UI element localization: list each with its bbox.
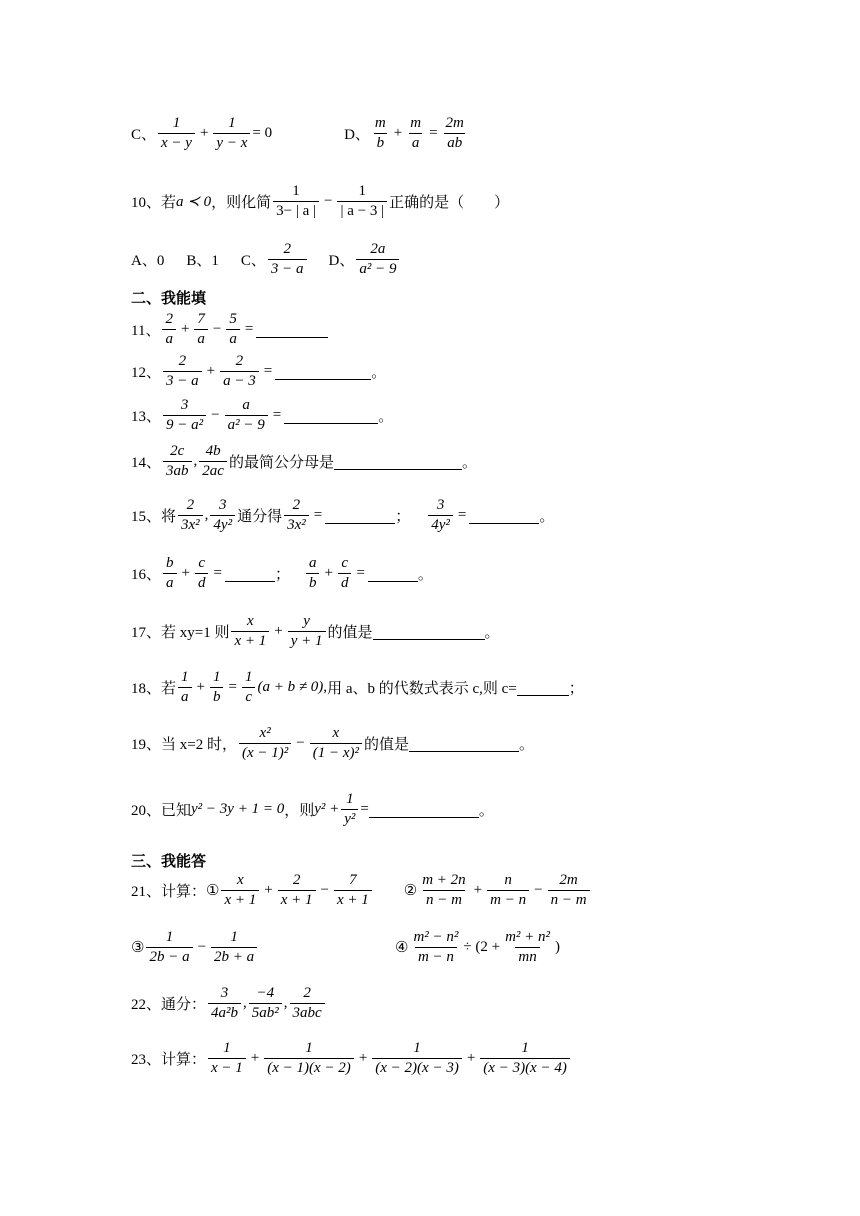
fraction: $\frac{3}{\text{4y²}}$ (210, 498, 235, 533)
section-2-title: 二、我能填 (131, 289, 207, 307)
fraction: $\frac{2m}{n - m}$ (548, 873, 590, 908)
q14-question: 14、 $\frac{2c}{3ab}$ , $\frac{4b}{2ac}$ 的最简公分母是 。 (131, 443, 477, 479)
q9-option-d-label: D、 (344, 127, 370, 143)
fraction: $\frac{m + 2n}{n - m}$ (422, 872, 466, 908)
period: 。 (519, 737, 535, 753)
q21-4-end: ) (555, 939, 561, 955)
fraction: $\frac{a}{b}$ (306, 556, 320, 591)
q21-row1: 21、计算： ① $\frac{x}{x + 1}$ + $\frac{2}{x + 1}$ − $\frac{7}{x + 1}$ ② $\frac{m + 2n}{n - m}$ + $\frac{n}{m - n}$ − $\frac{2m}{n - m}$ (131, 873, 592, 908)
period: 。 (378, 409, 394, 425)
q13-question: 13、 $\frac{3}{\text{9 − a²}}$ − $\frac{a}{\text{a² − 9}}$ = 。 (131, 397, 394, 433)
period: 。 (478, 803, 494, 819)
q21-row2a: ③ $\frac{1}{2b - a}$ − $\frac{1}{2b + a}$ (131, 930, 259, 965)
q20-mid: ，则 (284, 803, 315, 819)
q21-row2b (395, 930, 560, 965)
fraction: $\frac{2}{\text{3abc}}$ (290, 986, 325, 1021)
fraction: $\frac{1}{(x - 3)(x - 4)}$ (480, 1041, 570, 1076)
period: 。 (461, 455, 477, 471)
fraction: $\frac{1}{y - x}$ (213, 116, 250, 151)
fraction: $\frac{b}{a}$ (163, 556, 177, 591)
fraction: $\frac{7}{a}$ (194, 312, 208, 347)
separator: ； (568, 681, 584, 697)
q15-label: 15、将 (131, 509, 177, 525)
fraction: $\frac{c}{d}$ (338, 556, 352, 591)
q17-label: 17、若 xy=1 则 (131, 625, 230, 641)
fraction: $\frac{3}{\text{4y²}}$ (428, 498, 453, 533)
q20-question (131, 792, 494, 827)
q10-option-b: B、1 (186, 253, 219, 269)
q20-expression: y² + (314, 801, 340, 817)
fraction: $\frac{x}{x + 1}$ (221, 873, 259, 908)
q16-question: 16、 $\frac{b}{a}$ + $\frac{c}{d}$ = ； $\frac{a}{b}$ + $\frac{c}{d}$ = 。 (131, 555, 433, 591)
fraction: $\frac{2m}{ab}$ (445, 115, 464, 151)
answer-blank[interactable] (334, 453, 462, 470)
q10-mid: ，则化简 (211, 195, 272, 211)
q23-label: 23、计算： (131, 1052, 207, 1068)
circled-number: ④ (395, 940, 409, 956)
fraction: $\frac{c}{d}$ (195, 556, 209, 591)
fraction: $\frac{2}{a}$ (162, 312, 176, 347)
fraction: $\frac{2}{\text{3x²}}$ (284, 498, 309, 533)
q10-options-row (131, 242, 401, 277)
fraction: $\frac{7}{x + 1}$ (334, 873, 372, 908)
fraction: $\frac{1}{3- | a |}$ (273, 184, 319, 219)
fraction: $\frac{x}{\text{(1 − x)²}}$ (310, 726, 362, 761)
q9-option-c-label: C、 (131, 127, 157, 143)
q11-label: 11、 (131, 323, 161, 339)
separator: ； (395, 509, 411, 525)
answer-blank[interactable] (368, 565, 418, 582)
fraction: $\frac{2}{a - 3}$ (220, 354, 259, 389)
q22-label: 22、通分： (131, 997, 207, 1013)
q17-text: 的值是 (327, 625, 373, 641)
separator: ； (274, 567, 290, 583)
q10-label: 10、若 (131, 195, 177, 211)
period: 。 (371, 365, 387, 381)
q21-4-mid: ÷ (2 + (463, 939, 501, 955)
q19-text: 的值是 (364, 737, 410, 753)
equals-sign: = (360, 801, 369, 817)
fraction: $\frac{2c}{3ab}$ (163, 444, 192, 479)
answer-blank[interactable] (369, 801, 479, 818)
fraction: $\frac{m}{a}$ (410, 115, 422, 151)
answer-blank[interactable] (256, 321, 328, 338)
q10-question: 10、若 a ≺ 0 ，则化简 $\frac{1}{3- | a |}$ − $\frac{1}{| a - 3 |}$ 正确的是（ ） (131, 183, 510, 219)
q18-condition: (a + b ≠ 0), (257, 679, 328, 695)
fraction: $\frac{n}{m - n}$ (487, 873, 529, 908)
fraction: $\frac{1}{2b - a}$ (146, 930, 192, 965)
fraction: $\frac{1}{\text{y²}}$ (341, 792, 358, 827)
fraction: $\frac{1}{2b + a}$ (211, 930, 257, 965)
answer-blank[interactable] (409, 735, 519, 752)
q17-question: 17、若 xy=1 则 $\frac{x}{x + 1}$ + $\frac{y}{y + 1}$ 的值是 。 (131, 613, 500, 649)
fraction: $\frac{1}{| a - 3 |}$ (337, 184, 387, 219)
q20-equation: y² − 3y + 1 = 0 (191, 801, 285, 817)
q15-text: 通分得 (237, 509, 283, 525)
q14-label: 14、 (131, 455, 162, 471)
answer-blank[interactable] (275, 363, 371, 380)
circled-number: ③ (131, 940, 145, 956)
period: 。 (417, 567, 433, 583)
fraction: $\frac{3}{\text{4a²b}}$ (208, 986, 241, 1021)
fraction: $\frac{1}{c}$ (242, 670, 256, 705)
answer-blank[interactable] (373, 623, 485, 640)
q9-options-row: C、 $\frac{1}{x - y}$ + $\frac{1}{y - x}$ = 0 D、 $\frac{m}{b}$ + $\frac{m}{a}$ = $\frac{2m}{ab}$ (131, 116, 469, 151)
q20-label: 20、已知 (131, 803, 192, 819)
section-3-title: 三、我能答 (131, 852, 207, 870)
answer-blank[interactable] (325, 507, 395, 524)
fraction: $\frac{1}{(x - 2)(x - 3)}$ (372, 1041, 462, 1076)
q19-label: 19、当 x=2 时， (131, 737, 237, 753)
fraction: $\frac{1}{x - y}$ (158, 116, 195, 151)
answer-blank[interactable] (517, 679, 569, 696)
fraction: $\frac{2a}{\text{a² − 9}}$ (356, 242, 399, 277)
fraction: $\frac{\text{m² + n²}}{mn}$ (505, 929, 551, 965)
q23-question: 23、计算： $\frac{1}{x - 1}$ + $\frac{1}{(x - 1)(x - 2)}$ + $\frac{1}{(x - 2)(x - 3)}$ + $\frac{1}{(x - 3)(x - 4)}$ (131, 1041, 572, 1076)
circled-number: ① (206, 883, 220, 899)
fraction: $\frac{4b}{2ac}$ (199, 444, 227, 479)
q12-question: 12、 $\frac{2}{3 - a}$ + $\frac{2}{a - 3}$ = 。 (131, 353, 387, 389)
fraction: $\frac{2}{3 - a}$ (268, 242, 307, 277)
fraction: $\frac{\text{m² − n²}}{m - n}$ (413, 929, 459, 965)
q10-option-a: A、0 (131, 253, 165, 269)
answer-blank[interactable] (284, 407, 378, 424)
fraction: $\frac{x}{x + 1}$ (231, 614, 269, 649)
fraction: $\frac{m}{b}$ (374, 115, 386, 151)
q13-label: 13、 (131, 409, 162, 425)
q21-label: 21、计算： (131, 884, 207, 900)
fraction: $\frac{1}{b}$ (210, 670, 224, 705)
circled-number: ② (403, 883, 418, 899)
fraction: $\frac{\text{x²}}{\text{(x − 1)²}}$ (239, 726, 291, 761)
fraction: $\frac{a}{\text{a² − 9}}$ (225, 398, 268, 433)
period: 。 (539, 509, 555, 525)
q14-text: 的最简公分母是 (228, 455, 334, 471)
q10-option-d: D、 (328, 253, 355, 269)
fraction: $\frac{2}{x + 1}$ (278, 873, 316, 908)
fraction: $\frac{-4}{\text{5ab²}}$ (249, 986, 282, 1021)
fraction: $\frac{2}{\text{3x²}}$ (178, 498, 203, 533)
answer-blank[interactable] (225, 565, 275, 582)
q18-question: 18、若 $\frac{1}{a}$ + $\frac{1}{b}$ = $\frac{1}{c}$ (a + b ≠ 0), 用 a、b 的代数式表示 c,则 c= ； (131, 669, 584, 705)
q18-label: 18、若 (131, 681, 177, 697)
q9-option-c-tail: = 0 (252, 125, 273, 141)
fraction: $\frac{1}{a}$ (178, 670, 192, 705)
q22-question: 22、通分： $\frac{3}{\text{4a²b}}$ , $\frac{-4}{\text{5ab²}}$ , $\frac{2}{\text{3abc}}$ (131, 986, 327, 1021)
q10-tail: 正确的是（ ） (389, 195, 510, 211)
fraction: $\frac{2}{3 - a}$ (163, 354, 202, 389)
q10-condition: a ≺ 0 (176, 194, 212, 210)
fraction: $\frac{1}{(x - 1)(x - 2)}$ (264, 1041, 354, 1076)
fraction: $\frac{y}{y + 1}$ (288, 614, 326, 649)
q10-option-c: C、 (240, 253, 266, 269)
fraction: $\frac{1}{x - 1}$ (208, 1041, 246, 1076)
q16-label: 16、 (131, 567, 162, 583)
answer-blank[interactable] (469, 507, 539, 524)
period: 。 (484, 625, 500, 641)
q18-text: 用 a、b 的代数式表示 c,则 c= (327, 681, 517, 697)
q11-question: 11、 $\frac{2}{a}$ + $\frac{7}{a}$ − $\frac{5}{a}$ = (131, 312, 328, 347)
fraction: $\frac{3}{\text{9 − a²}}$ (163, 398, 206, 433)
q15-question: 15、将 $\frac{2}{\text{3x²}}$ , $\frac{3}{\text{4y²}}$ 通分得 $\frac{2}{\text{3x²}}$ = ； $\frac{3}{\text{4y²}}$ = 。 (131, 497, 555, 533)
q19-question: 19、当 x=2 时， $\frac{\text{x²}}{\text{(x − 1)²}}$ − $\frac{x}{\text{(1 − x)²}}$ 的值是 。 (131, 725, 535, 761)
fraction: $\frac{5}{a}$ (226, 312, 240, 347)
q12-label: 12、 (131, 365, 162, 381)
